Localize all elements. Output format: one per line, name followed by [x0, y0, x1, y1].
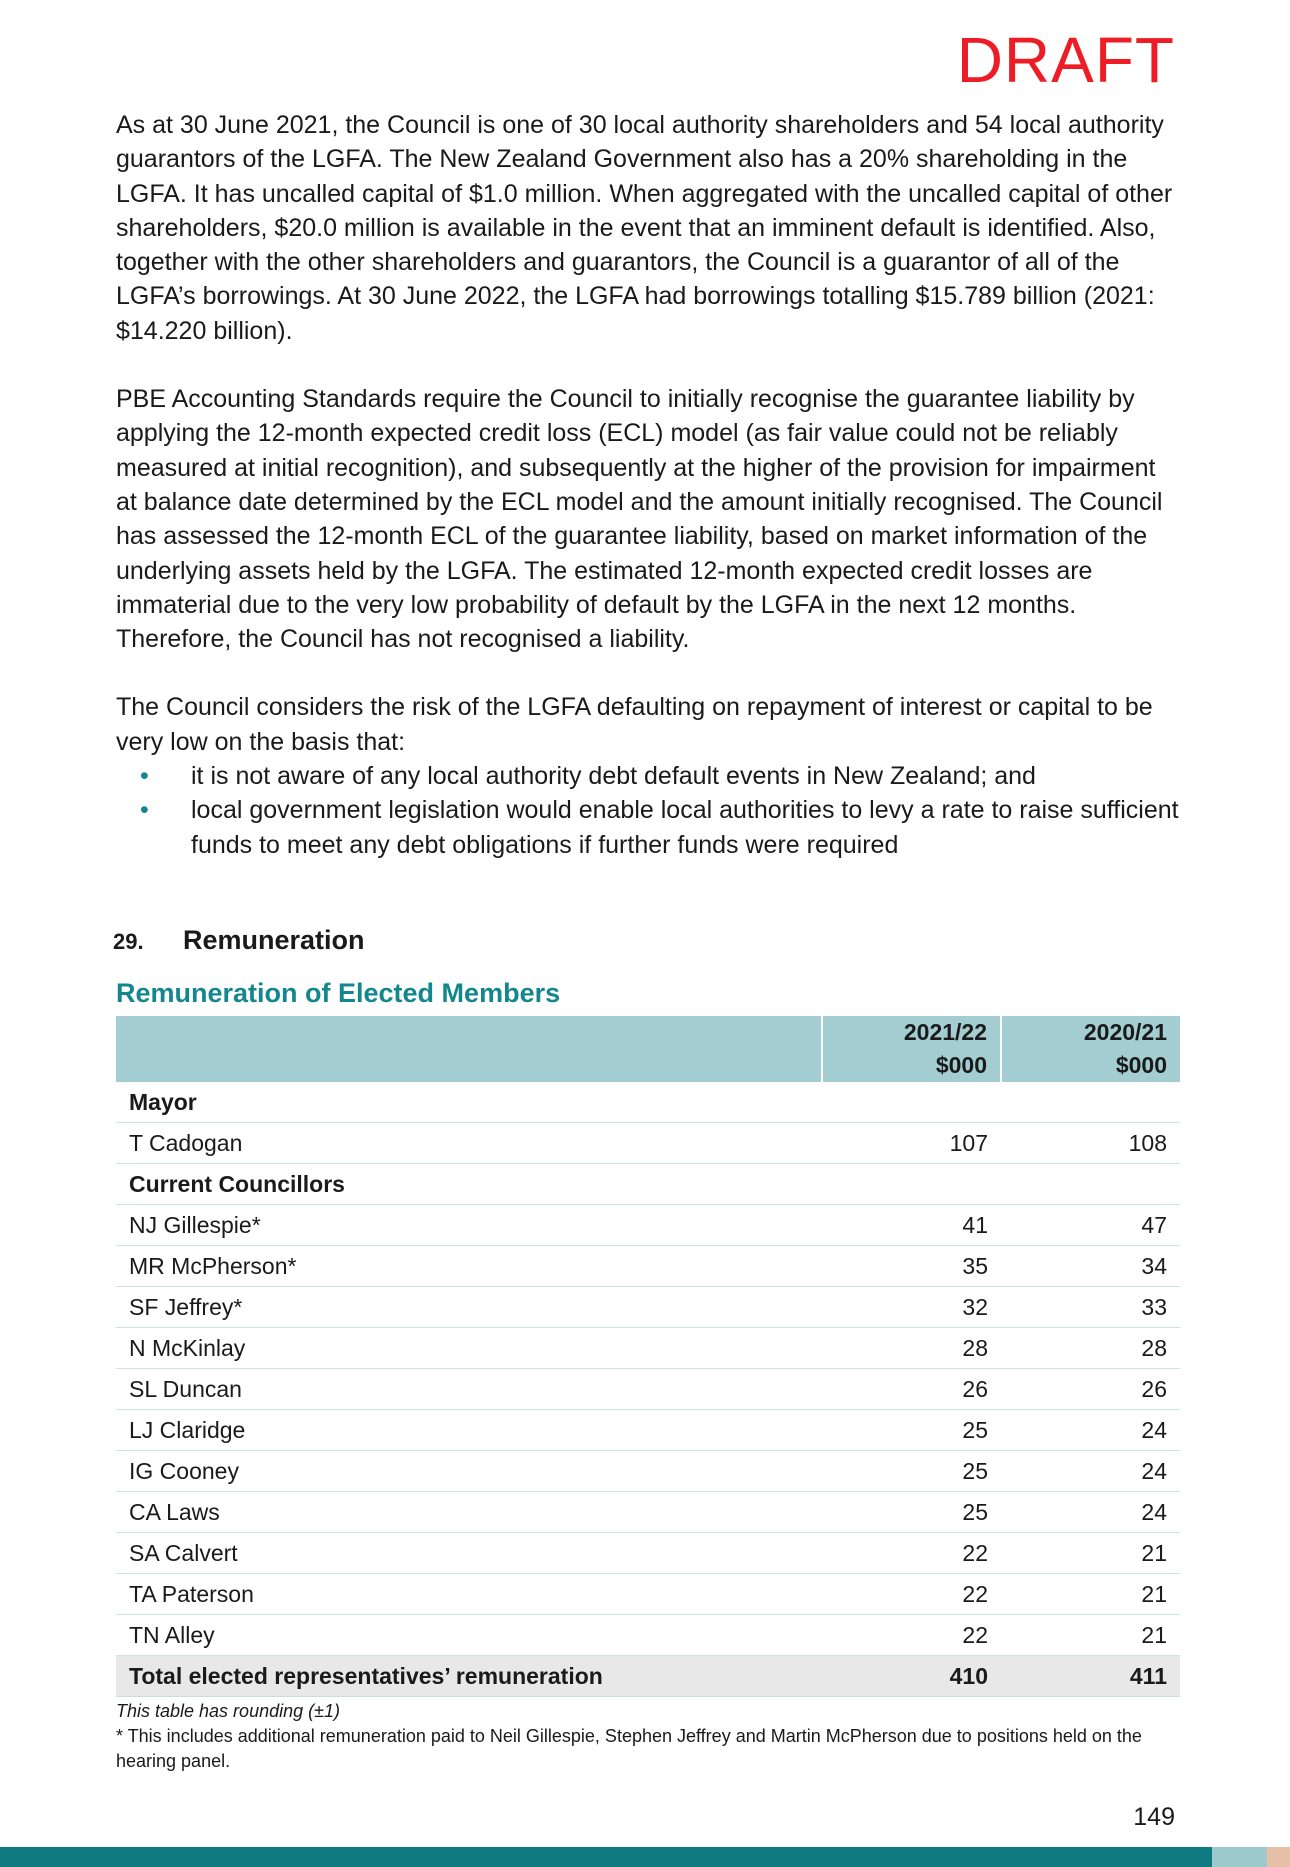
- list-item: • it is not aware of any local authority debt default events in New Zealand; and: [116, 759, 1180, 793]
- risk-bullet-list: [116, 759, 1180, 862]
- list-item: • local government legislation would enable local authorities to levy a rate to raise sufficient funds to meet any debt obligations if further funds were required: [116, 793, 1180, 862]
- paragraph-risk: The Council considers the risk of the LGFA defaulting on repayment of interest or capital to be very low on the basis that:: [116, 693, 1153, 756]
- footer-bar: [0, 1847, 1212, 1867]
- column-header-2021-22: 2021/22 $000: [822, 1016, 1001, 1082]
- table-row-group: Mayor: [116, 1082, 1180, 1123]
- column-header-2020-21: 2020/21 $000: [1001, 1016, 1180, 1082]
- bullet-icon: •: [140, 796, 149, 825]
- table-total-row: Total elected representatives’ remuneration 410 411: [116, 1656, 1180, 1697]
- table-row: SA Calvert 22 21: [116, 1533, 1180, 1574]
- table-row: IG Cooney 25 24: [116, 1451, 1180, 1492]
- section-number: 29.: [113, 929, 144, 954]
- table-row: TA Paterson 22 21: [116, 1574, 1180, 1615]
- table-row: SF Jeffrey* 32 33: [116, 1287, 1180, 1328]
- table-row: NJ Gillespie* 41 47: [116, 1205, 1180, 1246]
- table-row: TN Alley 22 21: [116, 1615, 1180, 1656]
- table-row: N McKinlay 28 28: [116, 1328, 1180, 1369]
- table-header-row: [116, 1016, 1180, 1082]
- table-row: LJ Claridge 25 24: [116, 1410, 1180, 1451]
- paragraph-lgfa-shareholding: As at 30 June 2021, the Council is one of 30 local authority shareholders and 54 local authority guarantors of the LGFA. The New Zealand Government also has a 20% shareholding in the LGFA. It has uncalled capital of $1.0 million. When aggregated with the uncalled capital of other shareholders, $20.0 million is available in the event that an imminent default is identified. Also, together with the other shareholders and guarantors, the Council is a guarantor of all of the LGFA’s borrowings. At 30 June 2022, the LGFA had borrowings totalling $15.789 billion (2021: $14.220 billion).: [116, 111, 1173, 345]
- table-notes: [116, 1699, 1180, 1774]
- page-number: 149: [1133, 1803, 1175, 1831]
- draft-watermark: DRAFT: [956, 24, 1175, 96]
- footnote: * This includes additional remuneration paid to Neil Gillespie, Stephen Jeffrey and Martin McPherson due to positions held on the hearing panel.: [116, 1726, 1142, 1771]
- table-row-group: Current Councillors: [116, 1164, 1180, 1205]
- subsection-heading: Remuneration of Elected Members: [116, 978, 561, 1008]
- footer-bar-accent-2: [1267, 1847, 1290, 1867]
- section-heading: [113, 925, 365, 956]
- table-row: CA Laws 25 24: [116, 1492, 1180, 1533]
- body-text: [116, 108, 1180, 862]
- rounding-note: This table has rounding (±1): [116, 1701, 340, 1721]
- bullet-icon: •: [140, 762, 149, 791]
- table-row: T Cadogan 107 108: [116, 1123, 1180, 1164]
- table-row: MR McPherson* 35 34: [116, 1246, 1180, 1287]
- remuneration-table: [116, 1016, 1180, 1697]
- section-title: Remuneration: [183, 925, 365, 955]
- paragraph-pbe-standards: PBE Accounting Standards require the Council to initially recognise the guarantee liability by applying the 12-month expected credit loss (ECL) model (as fair value could not be reliably measured at initial recognition), and subsequently at the higher of the provision for impairment at balance date determined by the ECL model and the amount initially recognised. The Council has assessed the 12-month ECL of the guarantee liability, based on market information of the underlying assets held by the LGFA. The estimated 12-month expected credit losses are immaterial due to the very low probability of default by the LGFA in the next 12 months. Therefore, the Council has not recognised a liability.: [116, 385, 1163, 654]
- table-header-blank: [116, 1016, 822, 1082]
- table-row: SL Duncan 26 26: [116, 1369, 1180, 1410]
- footer-bar-accent: [1212, 1847, 1267, 1867]
